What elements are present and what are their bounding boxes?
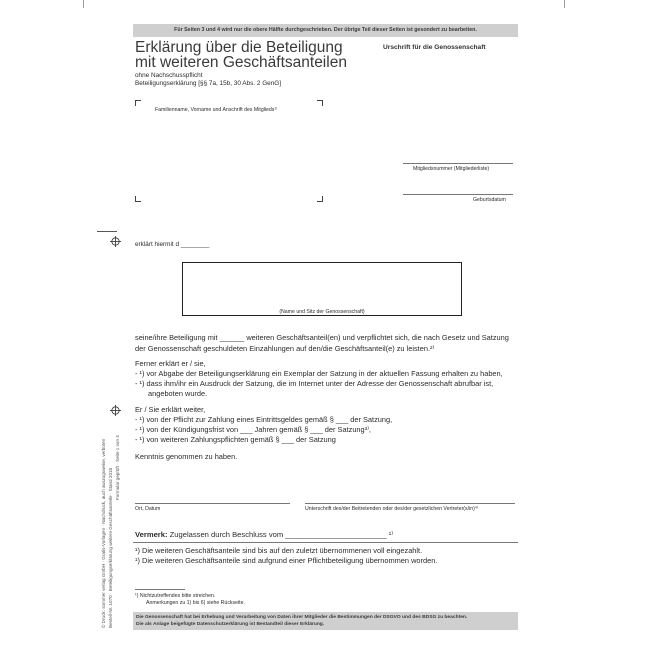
signature-label: Unterschrift des/der Beitretenden oder des/der gesetzlichen Vertreter(s/in)⁴⁾ — [305, 506, 479, 512]
top-right-tick — [564, 0, 565, 8]
bottom-notice-line2: Die als Anlage beigefügte Datenschutzerklärung ist Bestandteil dieser Erklärung. — [136, 622, 325, 627]
form-subtitle1: ohne Nachschusspflicht — [135, 72, 203, 79]
birthdate-label: Geburtsdatum — [473, 197, 506, 203]
original-label: Urschrift für die Genossenschaft — [383, 44, 486, 51]
crosshair-middle-icon — [110, 405, 121, 416]
place-date-label: Ort, Datum — [135, 506, 161, 512]
address-label: Familienname, Vorname und Anschrift des Mitglieds¹⁾ — [155, 107, 278, 113]
crosshair-top-icon — [110, 236, 121, 247]
further-item-3: angeboten wurde. — [148, 389, 208, 398]
note-row — [135, 530, 393, 539]
informed-heading: Er / Sie erklärt weiter, — [135, 405, 206, 414]
window-corner-tr — [317, 100, 323, 106]
form-title-line1: Erklärung über die Beteiligung — [135, 39, 343, 56]
note-text: Zugelassen durch Beschluss vom ________________________ ¹⁾ — [169, 530, 394, 539]
footnote-1: ¹) Nichtzutreffendes bitte streichen. — [135, 593, 216, 599]
place-date-field[interactable] — [135, 503, 290, 504]
top-notice-bar: Für Seiten 3 und 4 wird nur die obere Hälfte durchgeschrieben. Der übrige Teil dieser Seiten ist gesondert zu bearbeiten. — [133, 24, 518, 37]
informed-item-1: - ¹) von der Pflicht zur Zahlung eines Eintrittsgeldes gemäß § ___ der Satzung, — [135, 415, 393, 424]
note-divider — [133, 542, 518, 543]
further-item-2: - ¹) dass ihm/ihr ein Ausdruck der Satzung, die im Internet unter der Adresse der Genossenschaft abrufbar ist, — [135, 379, 494, 388]
cooperative-box[interactable] — [182, 262, 462, 316]
participation-text: seine/ihre Beteiligung mit ______ weiteren Geschäftsanteil(en) und verpflichtet sich, die nach Gesetz und Satzung der Genossenschaft geschuldeten Einzahlungen auf den/die Geschäftsanteil(e) zu leisten.²⁾ — [135, 333, 509, 353]
window-corner-tl — [135, 100, 141, 106]
declares-text: erklärt hiermit d ________ — [135, 241, 210, 248]
form-title-line2: mit weiteren Geschäftsanteilen — [135, 54, 347, 71]
signature-field[interactable] — [305, 503, 515, 504]
note-label: Vermerk: — [135, 530, 168, 539]
member-number-label: Mitgliedsnummer (Mitgliederliste) — [413, 166, 490, 172]
member-number-field[interactable] — [403, 163, 513, 164]
margin-text-3: Formular geprüft · Seite 1 von 4 — [115, 435, 120, 500]
informed-item-2: - ¹) von der Kündigungsfrist von ___ Jahren gemäß § ___ der Satzung³⁾, — [135, 425, 371, 434]
bottom-notice-bar — [133, 612, 518, 630]
top-left-tick — [83, 0, 84, 8]
cooperative-box-label: (Name und Sitz der Genossenschaft) — [279, 309, 365, 315]
margin-text-2: Bestell-Nr. 1070 · Beteiligungserklärung weitere Geschäftsanteile · Stand 2018 — [108, 467, 113, 628]
informed-item-3: - ¹) von weiteren Zahlungspflichten gemäß § ___ der Satzung — [135, 435, 336, 444]
bottom-notice-line1: Die Genossenschaft hat bei Erhebung und Verarbeitung von Daten ihrer Mitglieder die Bestimmungen der DSGVO und des BDSG zu beachten. — [136, 615, 468, 620]
acknowledged-text: Kenntnis genommen zu haben. — [135, 452, 238, 461]
window-corner-bl — [135, 196, 141, 202]
fold-mark — [97, 231, 117, 232]
note-item-2: ¹) Die weiteren Geschäftsanteile sind aufgrund einer Pflichtbeteiligung übernommen worden. — [135, 556, 438, 565]
footnote-divider — [135, 589, 185, 590]
margin-text-1: © Druck: sommer verlag GmbH · Gratis-Vorlagen · Nachdruck, auch auszugsweise, verboten — [101, 438, 106, 628]
birthdate-field[interactable] — [403, 194, 513, 195]
footnote-2: Anmerkungen zu 1) bis 6) siehe Rückseite. — [146, 600, 245, 606]
note-item-1: ¹) Die weiteren Geschäftsanteile sind bis auf den zuletzt übernommenen voll eingezahlt. — [135, 546, 423, 555]
further-heading: Ferner erklärt er / sie, — [135, 359, 206, 368]
form-subtitle2: Beteiligungserklärung [§§ 7a, 15b, 30 Abs. 2 GenG] — [135, 80, 282, 87]
further-item-1: - ¹) vor Abgabe der Beteiligungserklärung ein Exemplar der Satzung in der aktuellen Fassung erhalten zu haben, — [135, 369, 503, 378]
window-corner-br — [317, 196, 323, 202]
